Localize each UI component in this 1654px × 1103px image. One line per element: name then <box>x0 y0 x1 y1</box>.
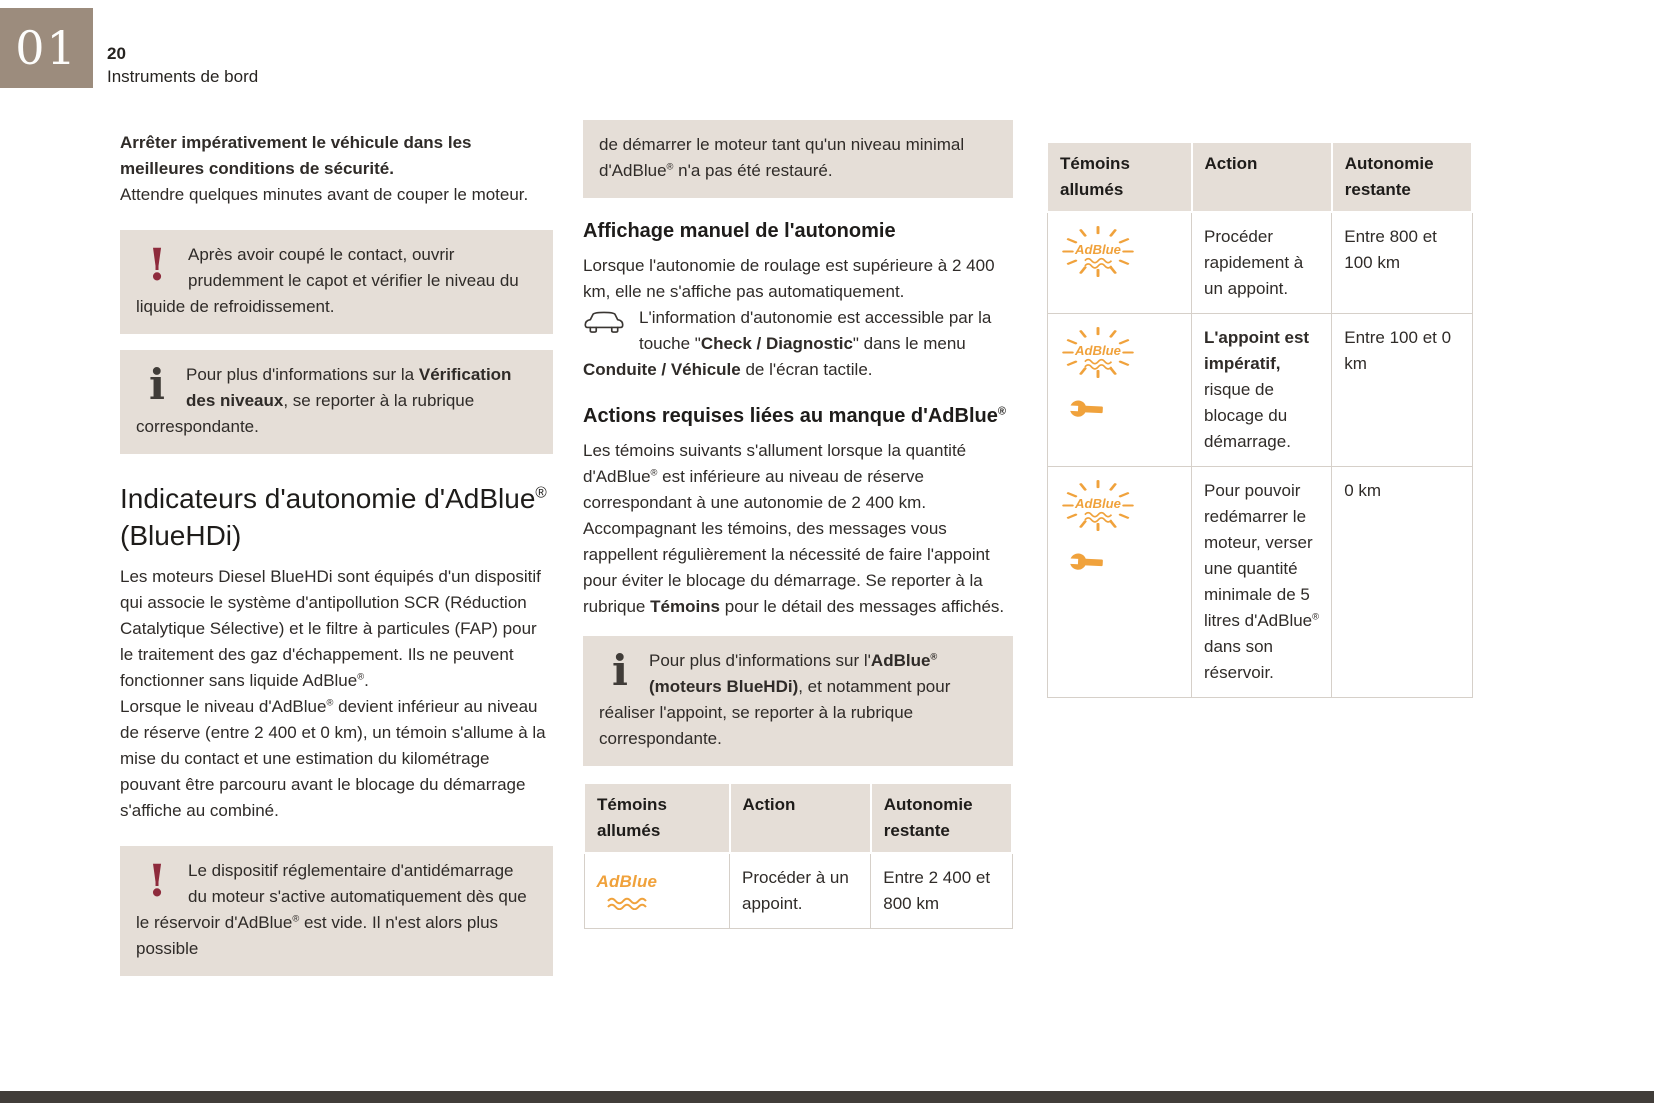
col-header-autonomie: Autonomie restante <box>1332 142 1472 212</box>
warning-box-continued-text: de démarrer le moteur tant qu'un niveau minimal d'AdBlue® n'a pas été restauré. <box>599 135 965 180</box>
cell-autonomy: 0 km <box>1332 467 1472 698</box>
table-row <box>584 853 1012 929</box>
chapter-number: 01 <box>15 21 78 75</box>
col-header-temoins: Témoins allumés <box>584 783 730 853</box>
cell-autonomy: Entre 800 et 100 km <box>1332 212 1472 314</box>
subsection-title-actions: Actions requises liées au manque d'AdBlue® <box>583 405 1006 427</box>
cell-indicator <box>584 853 730 929</box>
table-header-row <box>1047 142 1472 212</box>
para-check-diagnostic <box>583 305 1013 383</box>
cell-indicator <box>1047 467 1192 698</box>
info-box-adblue-text: Pour plus d'informations sur l'AdBlue® (moteurs BlueHDi), et notamment pour réaliser l'appoint, se reporter à la rubrique correspondante. <box>599 651 951 748</box>
svg-text:AdBlue: AdBlue <box>1074 242 1121 258</box>
info-icon: i <box>612 646 628 695</box>
para-manual-display: Lorsque l'autonomie de roulage est supérieure à 2 400 km, elle ne s'affiche pas automatiquement. <box>583 256 995 301</box>
info-icon: i <box>149 360 165 409</box>
info-box-levels <box>120 350 553 454</box>
table-row <box>1047 212 1472 314</box>
chapter-tab <box>0 8 93 88</box>
adblue-warning-icon <box>1056 480 1140 531</box>
adblue-table-first <box>583 782 1013 929</box>
col-header-autonomie: Autonomie restante <box>871 783 1012 853</box>
para-adblue-reserve: Lorsque le niveau d'AdBlue® devient inférieur au niveau de réserve (entre 2 400 et 0 km), un témoin s'allume à la mise du contact et une estimation du kilométrage pouvant être parcouru avant le blocage du démarrage s'affiche au combiné. <box>120 697 546 820</box>
para-check-diagnostic-text: L'information d'autonomie est accessible par la touche "Check / Diagnostic" dans le menu Conduite / Véhicule de l'écran tactile. <box>583 308 992 379</box>
car-icon <box>583 308 625 344</box>
section-title-adblue: Indicateurs d'autonomie d'AdBlue® (BlueHDi) <box>120 483 547 551</box>
cell-action: L'appoint est impératif, risque de blocage du démarrage. <box>1192 314 1332 467</box>
cell-autonomy: Entre 2 400 et 800 km <box>871 853 1012 929</box>
column-left <box>120 130 553 976</box>
para-messages: Accompagnant les témoins, des messages vous rappellent régulièrement la nécessité de faire l'appoint pour éviter le blocage du démarrage. Se reporter à la rubrique Témoins pour le détail des messages affichés. <box>583 519 1005 616</box>
cell-action: Procéder rapidement à un appoint. <box>1192 212 1332 314</box>
warning-box-coolant-text: Après avoir coupé le contact, ouvrir prudemment le capot et vérifier le niveau du liquide de refroidissement. <box>136 245 519 316</box>
col-header-temoins: Témoins allumés <box>1047 142 1192 212</box>
warning-box-continued <box>583 120 1013 198</box>
cell-autonomy: Entre 100 et 0 km <box>1332 314 1472 467</box>
chapter-title: Instruments de bord <box>107 67 259 86</box>
page-bottom-strip <box>0 1091 1654 1103</box>
col-header-action: Action <box>1192 142 1332 212</box>
adblue-table-second <box>1046 141 1473 698</box>
table-row <box>1047 314 1472 467</box>
wrench-icon <box>1068 394 1104 424</box>
para-adblue-system: Les moteurs Diesel BlueHDi sont équipés d'un dispositif qui associe le système d'antipollution SCR (Réduction Catalytique Sélective) et le filtre à particules (FAP) pour le traitement des gaz d'échappement. Ils ne peuvent fonctionner sans liquide AdBlue®. <box>120 567 541 690</box>
warning-exclamation-icon: ! <box>147 240 167 291</box>
adblue-warning-icon <box>1056 226 1140 277</box>
table-row <box>1047 467 1472 698</box>
svg-text:AdBlue: AdBlue <box>1074 496 1121 512</box>
adblue-icon: AdBlue <box>597 869 658 910</box>
lead-warning-text: Attendre quelques minutes avant de couper le moteur. <box>120 185 529 204</box>
lead-warning-bold: Arrêter impérativement le véhicule dans les meilleures conditions de sécurité. <box>120 133 472 178</box>
para-warning-lamps: Les témoins suivants s'allument lorsque la quantité d'AdBlue® est inférieure au niveau de réserve correspondant à une autonomie de 2 400 km. <box>583 441 967 512</box>
warning-box-coolant <box>120 230 553 334</box>
cell-action: Pour pouvoir redémarrer le moteur, verser une quantité minimale de 5 litres d'AdBlue® dans son réservoir. <box>1192 467 1332 698</box>
adblue-warning-icon <box>1056 327 1140 378</box>
subsection-title-manual-display: Affichage manuel de l'autonomie <box>583 220 896 242</box>
warning-exclamation-icon: ! <box>147 856 167 907</box>
cell-indicator <box>1047 212 1192 314</box>
page-number: 20 <box>107 44 126 63</box>
info-box-adblue <box>583 636 1013 766</box>
column-right <box>1046 141 1473 698</box>
warning-box-immobilizer <box>120 846 553 976</box>
info-box-levels-text: Pour plus d'informations sur la Vérification des niveaux, se reporter à la rubrique correspondante. <box>136 365 512 436</box>
page-header <box>107 44 258 87</box>
svg-text:AdBlue: AdBlue <box>1074 343 1121 359</box>
table-header-row <box>584 783 1012 853</box>
wrench-icon <box>1068 547 1104 577</box>
cell-action: Procéder à un appoint. <box>730 853 871 929</box>
cell-indicator <box>1047 314 1192 467</box>
col-header-action: Action <box>730 783 871 853</box>
warning-box-immobilizer-text: Le dispositif réglementaire d'antidémarrage du moteur s'active automatiquement dès que le réservoir d'AdBlue® est vide. Il n'est alors plus possible <box>136 861 527 958</box>
column-middle <box>583 120 1013 929</box>
